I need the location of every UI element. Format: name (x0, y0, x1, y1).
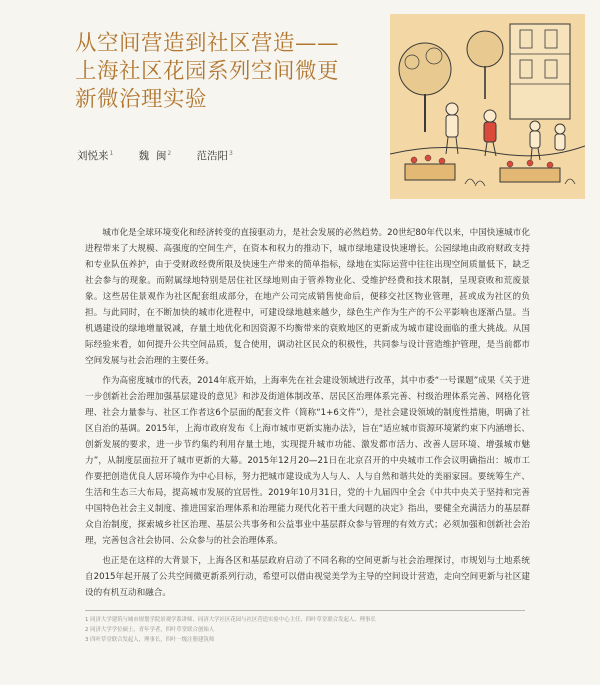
title-line-3: 新微治理实验 (75, 87, 208, 112)
author-1 (77, 150, 113, 162)
author-3 (197, 150, 233, 162)
author-list (77, 148, 255, 163)
body-paragraph-2: 作为高密度城市的代表，2014年底开始，上海率先在社会建设领域进行改革，其中市委“一号课题”成果《关于进一步创新社会治理加强基层建设的意见》和涉及街道体制改革、居民区治理体系完善、村级治理体系完善、网格化管理、社会力量参与、社区工作者这6个层面的配套文件（简称“1+6文件”），是社会建设领域的制度性措施，明确了社区自治的基调。2015年，上海市政府发布《上海市城市更新实施办法》，旨在“适应城市资源环境紧约束下内涵增长、创新发展的要求，进一步节约集约利用存量土地，实现提升城市功能、激发都市活力、改善人居环境、增强城市魅力”，从制度层面拉开了城市更新的大幕。2015年12月20—21日在北京召开的中央城市工作会议明确指出：城市工作要把创造优良人居环境作为中心目标，努力把城市建设成为人与人、人与自然和谐共处的美丽家园。要统筹生产、生活和生态三大布局，提高城市发展的宜居性。2019年10月31日，党的十九届四中全会《中共中央关于坚持和完善中国特色社会主义制度、推进国家治理体系和治理能力现代化若干重大问题的决定》指出，要健全充满活力的基层群众自治制度，探索城乡社区治理、基层公共事务和公益事业中基层群众参与管理的有效方式；必须加强和创新社会治理，完善包含社会协同、公众参与的社会治理体系。 (85, 376, 530, 546)
footnote-divider (85, 610, 525, 611)
author-1-mark: 1 (109, 149, 114, 157)
footnotes (85, 615, 535, 645)
title-line-2: 上海社区花园系列空间微更 (75, 59, 340, 84)
article-title (75, 30, 375, 114)
author-2-mark: 2 (167, 149, 172, 157)
body-paragraph-1: 城市化是全球环境变化和经济转变的直接驱动力，是社会发展的必然趋势。20世纪80年代以来，中国快速城市化进程带来了大规模、高强度的空间生产，在资本和权力的推动下，城市绿地建设快速增长。公园绿地由政府财政支持和专业队伍养护，由于受财政经费所限及快速生产带来的简单指标，绿地在实际运营中往往出现空间质量低下，缺乏社会参与的现象。而附属绿地特别是居住社区绿地则由于管养物业化、受维护经费和技术限制，呈现衰败和荒废景象。这些居住景观作为社区配套组成部分，在地产公司完成销售使命后，便移交社区物业管理，甚或成为社区的负担。与此同时，在不断加快的城市化进程中，可建设绿地越来越少，绿色生产作为生产的不公平影响也逐渐凸显。当机遇建设的绿地增量锐减，存量土地优化和因资源不均衡带来的衰败地区的更新成为城市建设面临的重大挑战。从国际经验来看，如何提升公共空间品质，复合使用，调动社区民众的积极性，共同参与设计营造维护管理，是当前都市空间发展与社会治理的主要任务。 (85, 228, 530, 366)
author-2-name: 魏 闽 (138, 150, 167, 162)
body-paragraph-3: 也正是在这样的大背景下，上海各区和基层政府启动了不同名称的空间更新与社会治理探讨，市规划与土地系统自2015年起开展了公共空间微更新系列行动，希望可以借由视觉美学为主导的空间设计营造，走向空间更新与社区建设的有机互动和融合。 (85, 556, 530, 598)
footnote-3: 3 四叶草堂联合发起人、理事长，四叶一级注册建筑师 (85, 637, 215, 643)
article-body (85, 225, 530, 605)
author-3-name: 范浩阳 (196, 150, 229, 162)
community-garden-illustration (390, 14, 585, 199)
footnote-1: 1 同济大学建筑与城市规划学院景观学系讲师、同济大学社区花园与社区营造实验中心主任、四叶草堂联合发起人、理事长 (85, 617, 376, 623)
author-2 (139, 150, 172, 162)
author-1-name: 刘悦来 (77, 150, 109, 162)
footnote-2: 2 同济大学学位硕士，青年学者，四叶草堂联合创始人 (85, 627, 215, 633)
author-3-mark: 3 (229, 149, 233, 157)
title-line-1: 从空间营造到社区营造—— (75, 31, 340, 56)
